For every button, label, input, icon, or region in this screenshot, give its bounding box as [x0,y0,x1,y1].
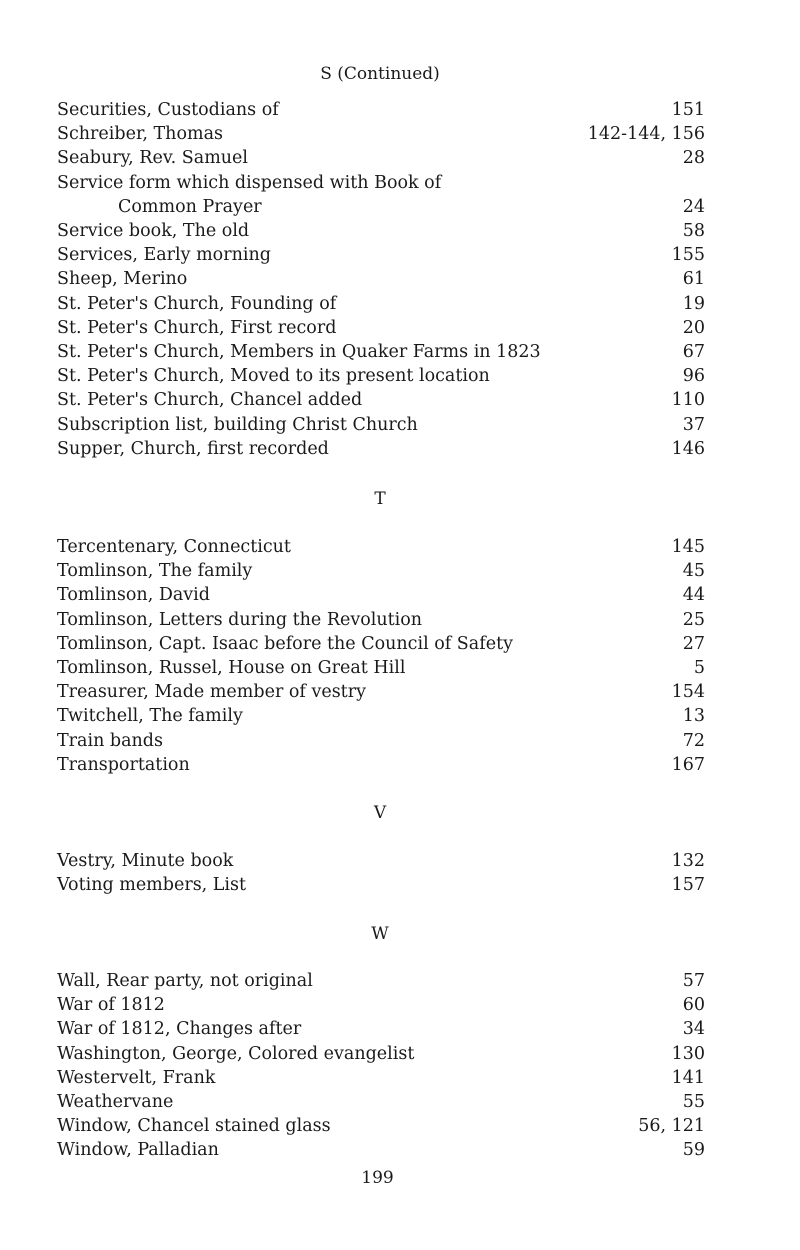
index-entry [57,1138,705,1162]
entry-page-refs: 25 [682,609,705,630]
index-entry [57,969,705,993]
entry-page-refs: 56, 121 [638,1116,705,1137]
entry-page-refs: 141 [671,1067,705,1088]
entry-page-refs: 67 [682,342,705,362]
entry-term: St. Peter's Church, Members in Quaker Farms in 1823 [57,342,541,362]
entry-term: St. Peter's Church, Moved to its present location [57,366,490,387]
entry-page-refs: 154 [671,682,705,703]
entry-page-refs: 37 [682,414,705,435]
index-entry [57,535,705,559]
index-entry [57,1114,705,1138]
index-entry [57,559,705,583]
index-entry [57,122,705,146]
index-entry [57,608,705,632]
index-entry [57,1090,705,1114]
index-entry [57,267,705,291]
index-entry [57,1066,705,1090]
entry-term: Train bands [57,730,163,751]
entry-term: Twitchell, The family [57,706,243,727]
index-entry [57,993,705,1017]
entry-page-refs: 58 [682,221,705,241]
entry-page-refs: 96 [682,366,705,387]
index-entry [57,292,705,316]
entry-page-refs: 167 [671,754,705,775]
entry-page-refs: 72 [682,730,705,751]
index-entry [57,849,705,873]
entry-page-refs: 157 [671,875,705,896]
entry-page-refs: 59 [682,1140,705,1161]
entry-page-refs: 132 [671,851,705,871]
index-entry [57,413,705,437]
entry-page-refs: 13 [682,706,705,727]
entry-page-refs: 57 [682,971,705,991]
index-entry [57,656,705,680]
index-entry [57,171,705,219]
entry-page-refs: 19 [682,293,705,314]
entry-term: Securities, Custodians of [57,100,279,120]
entry-page-refs: 130 [671,1043,705,1064]
entry-term: Vestry, Minute book [57,851,234,871]
index-entry [57,1042,705,1066]
entry-term: St. Peter's Church, Founding of [57,293,337,314]
entry-page-refs: 20 [682,317,705,338]
entry-page-refs: 27 [682,633,705,654]
entry-page-refs: 146 [671,438,705,459]
entry-term: Window, Palladian [57,1140,219,1161]
entry-term: Washington, George, Colored evangelist [57,1043,415,1064]
entry-term: Weathervane [57,1092,174,1112]
entry-term: Service form which dispensed with Book of [57,172,442,193]
index-entry [57,873,705,897]
entry-term: Window, Chancel stained glass [57,1116,331,1137]
page-number: 199 [361,1168,394,1188]
entry-page-refs: 142-144, 156 [587,124,705,145]
index-entry [57,583,705,607]
entry-term-continuation: Common Prayer [118,196,262,217]
index-entry [57,146,705,170]
index-entry [57,632,705,656]
index-entry [57,243,705,267]
index-entry [57,1017,705,1041]
entry-page-refs: 151 [671,100,705,120]
entry-term: Subscription list, building Christ Church [57,414,418,435]
entry-term: War of 1812 [57,995,165,1016]
index-entry [57,437,705,461]
entry-term: St. Peter's Church, First record [57,317,337,338]
section-heading: S (Continued) [320,64,440,84]
entry-page-refs: 5 [693,658,705,678]
entry-page-refs: 24 [682,196,705,217]
entry-term: Transportation [57,754,190,775]
index-entry [57,729,705,753]
entry-term: Westervelt, Frank [57,1067,216,1088]
index-entry [57,753,705,777]
index-entry [57,388,705,412]
entry-page-refs: 55 [682,1092,705,1112]
entry-page-refs: 44 [682,585,705,606]
entry-page-refs: 34 [682,1019,705,1040]
entry-term: Seabury, Rev. Samuel [57,148,249,169]
entry-term: St. Peter's Church, Chancel added [57,390,363,411]
entry-page-refs: 28 [682,148,705,169]
entry-term: Wall, Rear party, not original [57,971,313,991]
section-heading: W [371,924,389,944]
entry-term: War of 1812, Changes after [57,1019,302,1040]
entry-page-refs: 61 [682,269,705,290]
entry-term: Treasurer, Made member of vestry [57,682,366,703]
entry-page-refs: 145 [671,537,705,557]
index-entry [57,219,705,243]
entry-term: Tomlinson, David [57,585,210,606]
index-entry [57,704,705,728]
section-heading: T [374,489,386,509]
entry-term: Tomlinson, Capt. Isaac before the Council of Safety [57,633,513,654]
entry-page-refs: 155 [671,245,705,266]
entry-term: Voting members, List [57,875,247,896]
index-entry [57,364,705,388]
entry-term: Schreiber, Thomas [57,124,223,145]
entry-term: Sheep, Merino [57,269,188,290]
entry-page-refs: 110 [671,390,705,411]
entry-term: Tomlinson, Russel, House on Great Hill [57,658,406,678]
entry-term: Service book, The old [57,221,250,241]
index-entry [57,98,705,122]
entry-term: Services, Early morning [57,245,271,266]
entry-page-refs: 60 [682,995,705,1016]
index-entry [57,316,705,340]
entry-term: Tomlinson, Letters during the Revolution [57,609,423,630]
section-heading: V [373,803,387,823]
index-entry [57,340,705,364]
index-entry [57,680,705,704]
entry-term: Tercentenary, Connecticut [57,537,291,557]
entry-term: Tomlinson, The family [57,561,253,582]
entry-page-refs: 45 [682,561,705,582]
entry-term: Supper, Church, first recorded [57,438,329,459]
